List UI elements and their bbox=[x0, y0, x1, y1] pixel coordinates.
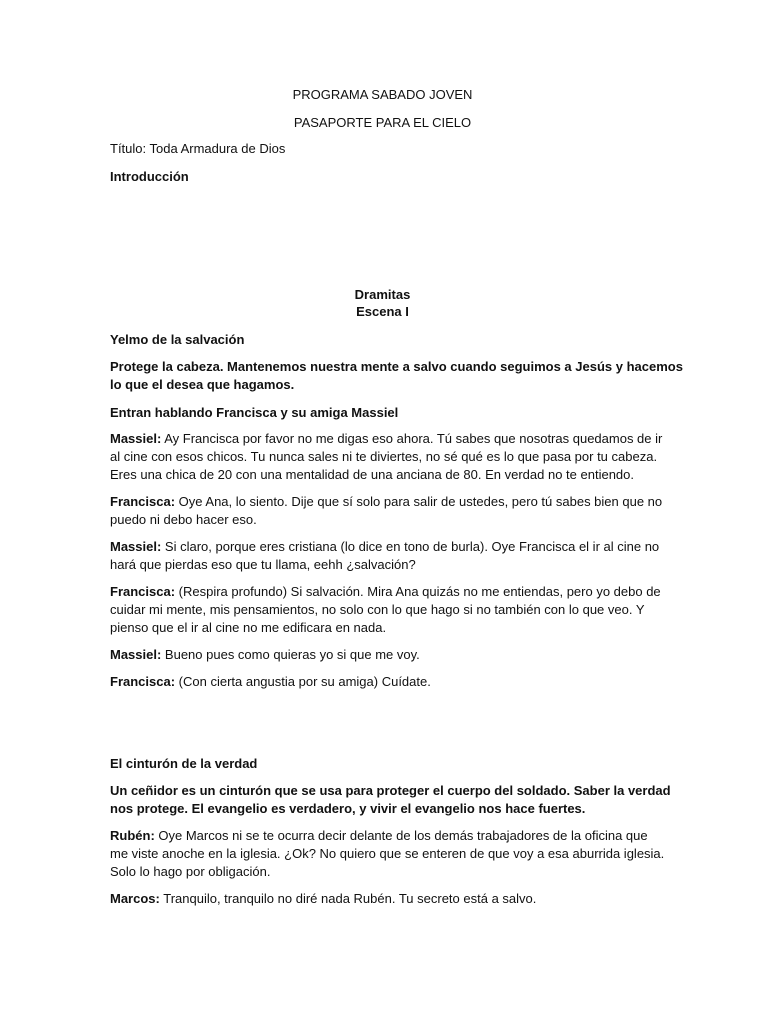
speaker-name: Rubén: bbox=[110, 828, 155, 843]
dialogue-text: Oye Marcos ni se te ocurra decir delante de los demás trabajadores de la oficina que bbox=[154, 828, 648, 843]
speaker-name: Francisca: bbox=[110, 584, 176, 599]
dialogue-text: Oye Ana, lo siento. Dije que sí solo para salir de ustedes, pero tú sabes bien que no bbox=[175, 494, 663, 509]
speaker-name: Marcos: bbox=[110, 891, 160, 906]
dialogue-text: hará que pierdas eso que tu llama, eehh ¿salvación? bbox=[110, 557, 416, 573]
stage-direction: Entran hablando Francisca y su amiga Massiel bbox=[110, 405, 399, 420]
dialogue-text: Ay Francisca por favor no me digas eso ahora. Tú sabes que nosotras quedamos de ir bbox=[161, 431, 663, 446]
escena-heading: Escena I bbox=[356, 304, 409, 319]
dialogue-text: (Respira profundo) Si salvación. Mira Ana quizás no me entiendas, pero yo debo de bbox=[175, 584, 661, 599]
dialogue-entry bbox=[110, 827, 665, 882]
dramitas-heading: Dramitas bbox=[354, 287, 411, 302]
speaker-name: Francisca: bbox=[110, 494, 176, 509]
speaker-name: Massiel: bbox=[110, 647, 162, 662]
dialogue-entry bbox=[110, 493, 663, 529]
section1-heading: Yelmo de la salvación bbox=[110, 332, 245, 347]
dialogue-text: pienso que el ir al cine no me edificara en nada. bbox=[110, 620, 387, 636]
intro-heading: Introducción bbox=[110, 169, 189, 184]
dialogue-text: Solo lo hago por obligación. bbox=[110, 864, 271, 880]
dialogue-text: Tranquilo, tranquilo no diré nada Rubén. Tu secreto está a salvo. bbox=[159, 891, 537, 906]
dialogue-text: Eres una chica de 20 con una mentalidad de una anciana de 80. En verdad no te entiendo. bbox=[110, 467, 634, 483]
dialogue-entry bbox=[110, 890, 658, 908]
section2-description bbox=[110, 782, 671, 818]
program-title: PROGRAMA SABADO JOVEN bbox=[292, 87, 473, 102]
dialogue-text: cuidar mi mente, mis pensamientos, no solo con lo que hago si no también con lo que veo. Y bbox=[110, 602, 645, 618]
section2-heading: El cinturón de la verdad bbox=[110, 756, 258, 771]
titulo-line: Título: Toda Armadura de Dios bbox=[110, 141, 286, 156]
program-subtitle: PASAPORTE PARA EL CIELO bbox=[293, 115, 472, 130]
dialogue-text: Si claro, porque eres cristiana (lo dice en tono de burla). Oye Francisca el ir al cine no bbox=[161, 539, 660, 554]
dialogue-text: (Con cierta angustia por su amiga) Cuídate. bbox=[175, 674, 431, 689]
dialogue-entry bbox=[110, 538, 658, 574]
dialogue-text: al cine con esos chicos. Tu nunca sales ni te diviertes, no sé qué es lo que pasa por tu cabeza. bbox=[110, 449, 658, 465]
speaker-name: Francisca: bbox=[110, 674, 176, 689]
speaker-name: Massiel: bbox=[110, 539, 162, 554]
description-line: Protege la cabeza. Mantenemos nuestra mente a salvo cuando seguimos a Jesús y hacemos bbox=[110, 359, 683, 374]
dialogue-entry bbox=[110, 673, 658, 691]
dialogue-text: puedo ni debo hacer eso. bbox=[110, 512, 257, 528]
dialogue-entry bbox=[110, 583, 661, 638]
description-line: lo que el desea que hagamos. bbox=[110, 377, 295, 393]
dialogue-entry bbox=[110, 646, 658, 664]
description-line: nos protege. El evangelio es verdadero, y vivir el evangelio nos hace fuertes. bbox=[110, 801, 586, 817]
dialogue-text: Bueno pues como quieras yo si que me voy. bbox=[161, 647, 420, 662]
speaker-name: Massiel: bbox=[110, 431, 162, 446]
description-line: Un ceñidor es un cinturón que se usa para proteger el cuerpo del soldado. Saber la verdad bbox=[110, 783, 671, 798]
dialogue-entry bbox=[110, 430, 663, 485]
dialogue-text: me viste anoche en la iglesia. ¿Ok? No quiero que se enteren de que voy a esa aburrida iglesia. bbox=[110, 846, 665, 862]
section1-description bbox=[110, 358, 683, 394]
